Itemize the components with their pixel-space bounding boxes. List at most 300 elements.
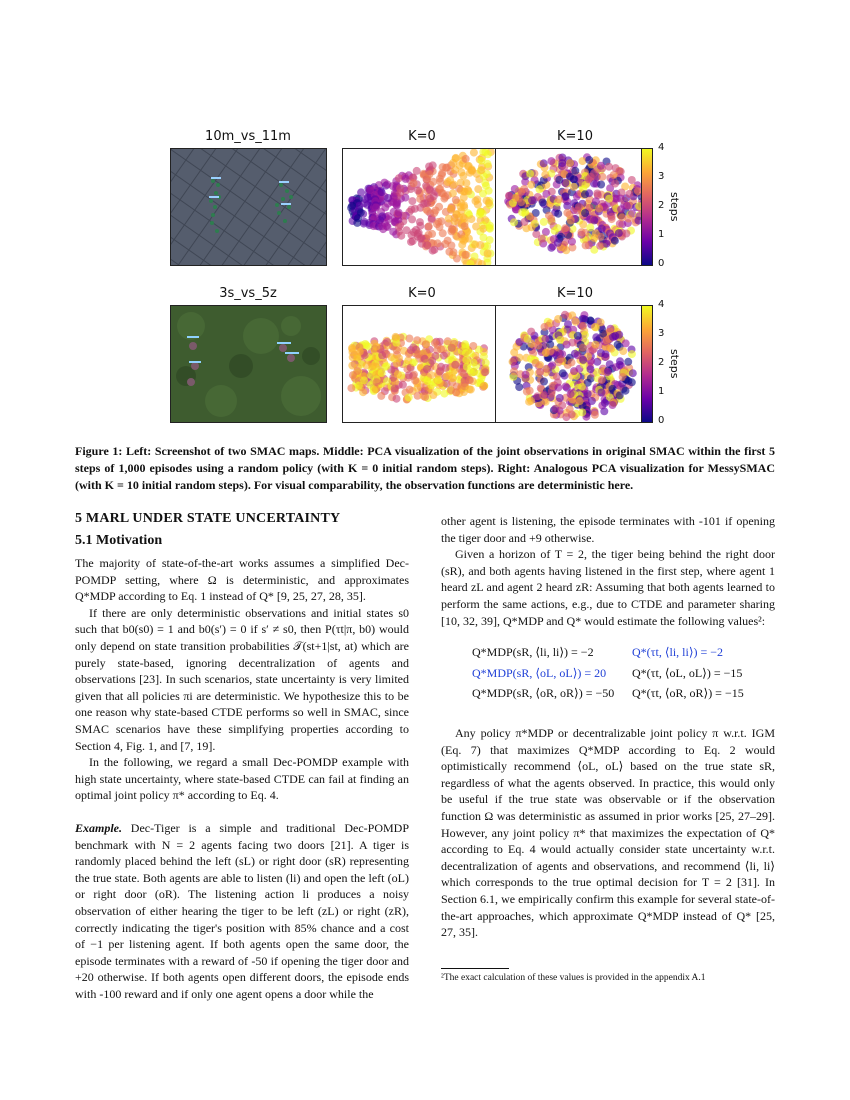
paragraph: other agent is listening, the episode terminates with -101 if opening the tiger door and +9 otherwise. xyxy=(441,514,775,545)
pca-point xyxy=(383,362,391,370)
pca-scatter-k10-row1 xyxy=(496,149,652,266)
equation-left-2: Q*MDP(sR, ⟨oL, oL⟩) = 20 xyxy=(472,666,607,680)
pca-point xyxy=(597,162,605,170)
pca-point xyxy=(378,351,386,359)
pca-point xyxy=(430,209,438,217)
pca-point xyxy=(528,223,536,231)
pca-point xyxy=(554,239,562,247)
pca-point xyxy=(541,335,549,343)
pca-point xyxy=(578,228,586,236)
pca-point xyxy=(598,376,606,384)
pca-point xyxy=(520,185,528,193)
pca-point xyxy=(597,181,605,189)
pca-point xyxy=(372,204,380,212)
pca-point xyxy=(539,199,547,207)
pca-point xyxy=(541,391,549,399)
pca-point xyxy=(592,197,600,205)
pca-point xyxy=(378,212,386,220)
pca-point xyxy=(623,202,631,210)
pca-point xyxy=(347,384,355,392)
pca-point xyxy=(587,215,595,223)
pca-point xyxy=(451,361,459,369)
pca-point xyxy=(445,371,453,379)
pca-point xyxy=(533,392,541,400)
pca-point xyxy=(426,195,434,203)
pca-point xyxy=(447,205,455,213)
panel-title-3s-vs-5z: 3s_vs_5z xyxy=(219,286,277,301)
cbar-tick: 4 xyxy=(658,142,665,153)
pca-point xyxy=(405,394,413,402)
pca-point xyxy=(480,382,488,390)
pca-point xyxy=(540,218,548,226)
pca-point xyxy=(588,397,596,405)
pca-point xyxy=(424,377,432,385)
pca-point xyxy=(481,368,489,376)
pca-point xyxy=(570,183,578,191)
pca-point xyxy=(408,215,416,223)
pca-point xyxy=(590,234,598,242)
pca-point xyxy=(429,178,437,186)
pca-point xyxy=(397,232,405,240)
left-column xyxy=(75,555,409,804)
pca-point xyxy=(580,315,588,323)
pca-point xyxy=(472,223,480,231)
panel-title-k0-row1: K=0 xyxy=(408,129,436,144)
pca-point xyxy=(571,350,579,358)
pca-point xyxy=(526,387,534,395)
pca-point xyxy=(480,352,488,360)
pca-point xyxy=(568,359,576,367)
pca-point xyxy=(563,202,571,210)
pca-point xyxy=(624,358,632,366)
pca-point xyxy=(536,185,544,193)
pca-k10-row2 xyxy=(495,305,652,423)
pca-point xyxy=(461,251,469,259)
colorbar-label-row2: steps xyxy=(668,349,681,379)
pca-point xyxy=(413,384,421,392)
pca-point xyxy=(394,370,402,378)
pca-point xyxy=(422,340,430,348)
example-text: Dec-Tiger is a simple and traditional Dec-POMDP benchmark with N = 2 agents facing two doors [21]. A tiger is randomly placed behind the left (sL) or right door (sR) representing the true state. Both agents are able to listen (li) and open the left (oL) or right door (oR). The listening action li produces a noisy observation of either hearing the tiger to be left (zL) or right (zR), correctly indicating the tiger's position with 85% chance and a cost of −1 per listening agent. If both agents open the same door, the episode terminates with a reward of -50 if opening the tiger door and +20 otherwise. If both agents open different doors, the episode ends with -100 reward and if only one agent opens a door while the xyxy=(75,821,409,1001)
pca-point xyxy=(532,359,540,367)
pca-point xyxy=(425,231,433,239)
pca-point xyxy=(624,377,632,385)
pca-point xyxy=(409,237,417,245)
pca-point xyxy=(592,333,600,341)
pca-point xyxy=(602,350,610,358)
pca-point xyxy=(561,224,569,232)
pca-point xyxy=(570,367,578,375)
pca-point xyxy=(485,199,493,207)
pca-point xyxy=(619,347,627,355)
pca-point xyxy=(372,386,380,394)
pca-point xyxy=(445,248,453,256)
pca-point xyxy=(610,171,618,179)
pca-point xyxy=(548,361,556,369)
pca-point xyxy=(611,180,619,188)
pca-point xyxy=(463,363,471,371)
pca-point xyxy=(419,200,427,208)
panel-title-k0-row2: K=0 xyxy=(408,286,436,301)
pca-point xyxy=(423,365,431,373)
pca-point xyxy=(471,241,479,249)
pca-point xyxy=(439,229,447,237)
pca-point xyxy=(390,194,398,202)
colorbar-label-row1: steps xyxy=(668,192,681,222)
pca-point xyxy=(511,185,519,193)
pca-point xyxy=(559,369,567,377)
pca-point xyxy=(568,238,576,246)
pca-k0-row1 xyxy=(342,148,499,266)
pca-point xyxy=(413,336,421,344)
footnote: ²The exact calculation of these values is provided in the appendix A.1 xyxy=(441,973,706,983)
pca-point xyxy=(600,407,608,415)
pca-point xyxy=(561,179,569,187)
pca-point xyxy=(355,202,363,210)
pca-point xyxy=(466,376,474,384)
pca-point xyxy=(389,228,397,236)
pca-point xyxy=(538,235,546,243)
pca-point xyxy=(505,192,513,200)
pca-point xyxy=(436,368,444,376)
cbar-tick: 1 xyxy=(658,229,665,240)
pca-point xyxy=(410,179,418,187)
equation-right-1: Q*(τt, ⟨li, li⟩) = −2 xyxy=(632,645,724,659)
pca-point xyxy=(416,222,424,230)
pca-point xyxy=(460,214,468,222)
pca-point xyxy=(518,208,526,216)
cbar-tick: 0 xyxy=(658,415,665,426)
pca-point xyxy=(479,190,487,198)
pca-point xyxy=(440,352,448,360)
pca-point xyxy=(462,356,470,364)
pca-point xyxy=(451,217,459,225)
pca-point xyxy=(563,209,571,217)
pca-point xyxy=(611,237,619,245)
pca-point xyxy=(601,399,609,407)
pca-point xyxy=(406,386,414,394)
cbar-tick: 2 xyxy=(658,200,665,211)
pca-point xyxy=(469,342,477,350)
pca-point xyxy=(410,358,418,366)
smac-map-image xyxy=(171,306,327,423)
pca-point xyxy=(579,356,587,364)
figure-caption: Figure 1: Left: Screenshot of two SMAC maps. Middle: PCA visualization of the joint observations in original SMAC within the first 5 steps of 1,000 episodes using a random policy (with K = 0 initial random steps). Right: Analogous PCA visualization for MessySMAC (with K = 10 initial random steps). For visual comparability, the observation functions are deterministic here. xyxy=(75,444,775,492)
pca-point xyxy=(396,189,404,197)
pca-point xyxy=(540,159,548,167)
pca-point xyxy=(521,218,529,226)
pca-scatter-k10-row2 xyxy=(496,306,652,423)
pca-point xyxy=(431,339,439,347)
pca-point xyxy=(545,212,553,220)
pca-point xyxy=(579,221,587,229)
pca-point xyxy=(578,383,586,391)
pca-point xyxy=(609,401,617,409)
pca-point xyxy=(596,242,604,250)
smac-screenshot-3s-vs-5z xyxy=(170,305,327,423)
pca-point xyxy=(587,173,595,181)
pca-point xyxy=(479,209,487,217)
pca-point xyxy=(359,388,367,396)
paragraph: The majority of state-of-the-art works assumes a simplified Dec-POMDP setting, where Ω is deterministic, and approximates Q*MDP according to Eq. 1 instead of Q* [9, 25, 27, 28, 35]. xyxy=(75,556,409,604)
pca-point xyxy=(371,213,379,221)
pca-point xyxy=(436,185,444,193)
equation-left-1: Q*MDP(sR, ⟨li, li⟩) = −2 xyxy=(472,645,594,659)
pca-point xyxy=(369,362,377,370)
example-lead: Example. xyxy=(75,821,122,835)
pca-point xyxy=(393,395,401,403)
pca-point xyxy=(605,163,613,171)
pca-point xyxy=(392,333,400,341)
panel-title-k10-row2: K=10 xyxy=(557,286,593,301)
pca-k10-row1 xyxy=(495,148,652,266)
pca-point xyxy=(383,180,391,188)
pca-point xyxy=(378,369,386,377)
footnote-rule xyxy=(441,968,509,969)
pca-point xyxy=(582,241,590,249)
pca-point xyxy=(591,323,599,331)
pca-point xyxy=(366,186,374,194)
pca-point xyxy=(556,394,564,402)
pca-point xyxy=(460,201,468,209)
pca-point xyxy=(566,173,574,181)
pca-point xyxy=(587,365,595,373)
pca-point xyxy=(605,195,613,203)
pca-point xyxy=(616,391,624,399)
cbar-tick: 3 xyxy=(658,171,665,182)
pca-point xyxy=(579,344,587,352)
pca-point xyxy=(534,341,542,349)
colorbar-row2 xyxy=(641,305,653,423)
pca-point xyxy=(510,348,518,356)
pca-point xyxy=(586,224,594,232)
pca-point xyxy=(373,378,381,386)
pca-point xyxy=(526,170,534,178)
pca-point xyxy=(452,155,460,163)
pca-point xyxy=(542,228,550,236)
pca-scatter-k0-row1 xyxy=(343,149,499,266)
pca-point xyxy=(411,205,419,213)
pca-point xyxy=(378,188,386,196)
pca-point xyxy=(510,367,518,375)
pca-point xyxy=(362,341,370,349)
pca-point xyxy=(604,368,612,376)
pca-point xyxy=(391,385,399,393)
paragraph: In the following, we regard a small Dec-POMDP example with high state uncertainty, where state-based CTDE can fail at finding an optimal joint policy π* according to Eq. 4. xyxy=(75,755,409,803)
pca-point xyxy=(486,236,494,244)
pca-point xyxy=(448,226,456,234)
pca-point xyxy=(399,381,407,389)
pca-point xyxy=(581,209,589,217)
pca-point xyxy=(558,154,566,162)
pca-point xyxy=(452,196,460,204)
pca-point xyxy=(450,340,458,348)
cbar-tick: 3 xyxy=(658,328,665,339)
pca-point xyxy=(595,204,603,212)
left-column-example xyxy=(75,820,409,1003)
pca-point xyxy=(628,350,636,358)
pca-point xyxy=(383,338,391,346)
pca-point xyxy=(372,343,380,351)
pca-point xyxy=(615,229,623,237)
pca-point xyxy=(423,241,431,249)
pca-point xyxy=(405,371,413,379)
pca-point xyxy=(547,348,555,356)
pca-point xyxy=(421,355,429,363)
pca-point xyxy=(591,411,599,419)
pca-point xyxy=(556,355,564,363)
subsection-heading: 5.1 Motivation xyxy=(75,533,163,548)
colorbar-row1 xyxy=(641,148,653,266)
pca-point xyxy=(425,222,433,230)
pca-point xyxy=(408,197,416,205)
pca-point xyxy=(598,225,606,233)
pca-point xyxy=(525,398,533,406)
pca-point xyxy=(441,240,449,248)
paragraph-example xyxy=(75,820,409,1003)
pca-point xyxy=(617,168,625,176)
pca-point xyxy=(478,166,486,174)
right-column-bottom xyxy=(441,725,775,941)
pca-point xyxy=(393,360,401,368)
equation-right-3: Q*(τt, ⟨oR, oR⟩) = −15 xyxy=(632,686,744,700)
pca-point xyxy=(554,384,562,392)
paragraph: Any policy π*MDP or decentralizable joint policy π w.r.t. IGM (Eq. 7) that maximizes Q*MDP according to Eq. 2 would optimistically recommend ⟨oL, oL⟩ based on the true state sR, regardless of what the agents observed. In practice, this would only be useful if the true state was observable or if the observation function Ω was deterministic as assumed in prior works [25, 27–29]. However, any joint policy π* that maximizes the expectation of Q* according to Eq. 4 would actually consider state uncertainty w.r.t. decentralization of agents and observations, and recommend ⟨li, li⟩ which corresponds to the true optimal decision for T = 2 [31]. In Section 6.1, we empirically confirm this example for several state-of-the-art approaches, which approximate Q*MDP instead of Q* [25, 27, 35]. xyxy=(441,726,775,940)
pca-point xyxy=(485,224,493,232)
pca-scatter-k0-row2 xyxy=(343,306,499,423)
pca-point xyxy=(563,341,571,349)
pca-point xyxy=(551,405,559,413)
pca-point xyxy=(421,393,429,401)
pca-point xyxy=(555,196,563,204)
pca-point xyxy=(515,383,523,391)
cbar-tick: 0 xyxy=(658,258,665,269)
pca-point xyxy=(378,222,386,230)
pca-point xyxy=(510,218,518,226)
panel-title-10m-vs-11m: 10m_vs_11m xyxy=(205,129,291,144)
pca-point xyxy=(591,341,599,349)
pca-point xyxy=(625,215,633,223)
pca-point xyxy=(574,332,582,340)
pca-point xyxy=(411,377,419,385)
pca-point xyxy=(360,376,368,384)
pca-point xyxy=(425,163,433,171)
pca-point xyxy=(453,383,461,391)
pca-point xyxy=(413,167,421,175)
pca-point xyxy=(554,315,562,323)
pca-point xyxy=(541,171,549,179)
pca-point xyxy=(446,176,454,184)
pca-point xyxy=(561,311,569,319)
pca-point xyxy=(579,322,587,330)
pca-point xyxy=(524,335,532,343)
pca-point xyxy=(462,155,470,163)
pca-point xyxy=(465,187,473,195)
pca-point xyxy=(438,171,446,179)
pca-point xyxy=(395,209,403,217)
pca-point xyxy=(578,408,586,416)
pca-point xyxy=(585,156,593,164)
pca-point xyxy=(348,202,356,210)
pca-point xyxy=(470,149,478,157)
pca-point xyxy=(617,195,625,203)
pca-point xyxy=(425,170,433,178)
pca-point xyxy=(540,378,548,386)
pca-point xyxy=(558,401,566,409)
pca-point xyxy=(484,160,492,168)
pca-point xyxy=(541,323,549,331)
pca-point xyxy=(353,219,361,227)
paragraph: If there are only deterministic observations and initial states s0 such that b0(s0) = 1 and b0(s′) = 0 if s′ ≠ s0, then P(τt|π, b0) would only depend on state transition probabilities 𝒯(st+1|st, at) which are purely state-based, ignoring decentralization of agents and observations [23]. In such scenarios, state uncertainty is very limited given that all policies πi are deterministic. We hypothesize this to be one reason why state-based CTDE performs so well in SMAC, since SMAC scenarios have these simplifying properties according to Section 4, Fig. 1, and [7, 19]. xyxy=(75,605,409,753)
pca-point xyxy=(554,210,562,218)
pca-point xyxy=(461,222,469,230)
cbar-tick: 4 xyxy=(658,299,665,310)
pca-point xyxy=(430,246,438,254)
pca-point xyxy=(616,361,624,369)
smac-map-image xyxy=(171,149,327,266)
pca-point xyxy=(469,359,477,367)
equation-right-2: Q*(τt, ⟨oL, oL⟩) = −15 xyxy=(632,666,743,680)
pca-point xyxy=(566,159,574,167)
pca-point xyxy=(461,344,469,352)
pca-point xyxy=(566,405,574,413)
section-heading: 5 MARL UNDER STATE UNCERTAINTY xyxy=(75,511,341,526)
pca-point xyxy=(572,318,580,326)
panel-title-k10-row1: K=10 xyxy=(557,129,593,144)
pca-point xyxy=(562,383,570,391)
pca-point xyxy=(528,196,536,204)
pca-point xyxy=(407,346,415,354)
pca-point xyxy=(575,203,583,211)
pca-point xyxy=(402,175,410,183)
pca-k0-row2 xyxy=(342,305,499,423)
pca-point xyxy=(484,250,492,258)
pca-point xyxy=(562,413,570,421)
pca-point xyxy=(426,186,434,194)
pca-point xyxy=(628,176,636,184)
pca-point xyxy=(458,168,466,176)
pca-point xyxy=(581,331,589,339)
pca-point xyxy=(527,328,535,336)
pca-point xyxy=(353,367,361,375)
pca-point xyxy=(473,196,481,204)
pca-point xyxy=(567,390,575,398)
paragraph: Given a horizon of T = 2, the tiger being behind the right door (sR), and both agents having listened in the first step, where agent 1 heard zL and agent 2 heard zR: Assuming that both agents learned to perform the same actions, e.g., due to CTDE and parameter sharing [10, 32, 39], Q*MDP and Q* would estimate the following values²: xyxy=(441,547,775,628)
cbar-tick: 2 xyxy=(658,357,665,368)
pca-point xyxy=(626,190,634,198)
equation-left-3: Q*MDP(sR, ⟨oR, oR⟩) = −50 xyxy=(472,686,615,700)
pca-point xyxy=(470,368,478,376)
pca-point xyxy=(461,235,469,243)
pca-point xyxy=(377,392,385,400)
pca-point xyxy=(410,228,418,236)
pca-point xyxy=(547,157,555,165)
pca-point xyxy=(442,164,450,172)
pca-point xyxy=(527,181,535,189)
pca-point xyxy=(388,353,396,361)
right-column xyxy=(441,513,775,629)
pca-point xyxy=(357,188,365,196)
pca-point xyxy=(405,335,413,343)
pca-point xyxy=(353,353,361,361)
cbar-tick: 1 xyxy=(658,386,665,397)
pca-point xyxy=(567,217,575,225)
pca-point xyxy=(608,213,616,221)
pca-point xyxy=(576,397,584,405)
pca-point xyxy=(462,179,470,187)
pca-point xyxy=(522,371,530,379)
pca-point xyxy=(611,332,619,340)
